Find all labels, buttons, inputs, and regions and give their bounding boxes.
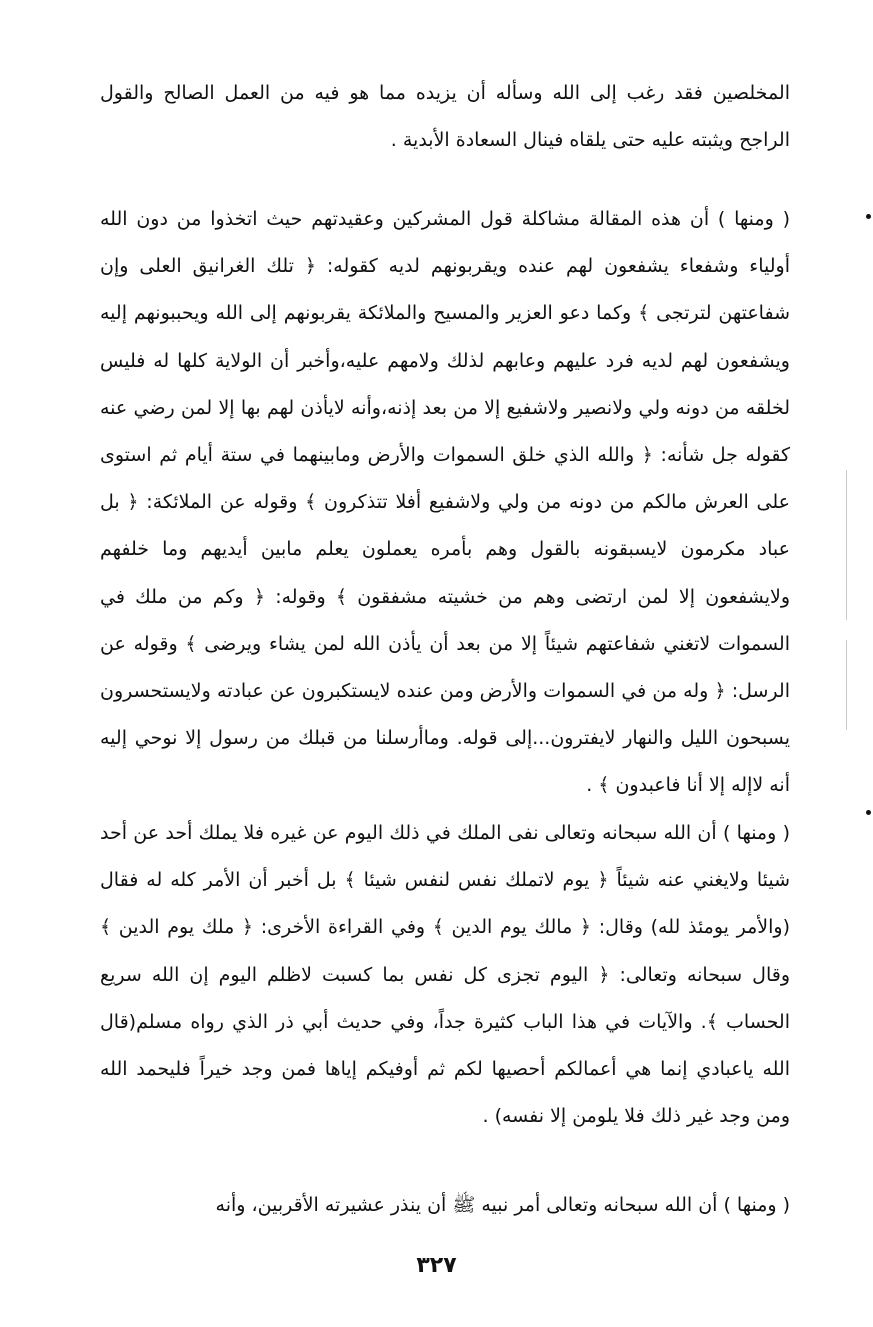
- margin-dot-mark: [866, 214, 871, 219]
- margin-dot-mark: [866, 810, 871, 815]
- paragraph-intercession: ( ومنها ) أن هذه المقالة مشاكلة قول المشركين وعقيدتهم حيث اتخذوا من دون الله أولياء وشفعاء يشفعون لهم عنده ويقربونهم لديه كقوله: ﴿ تلك الغرانيق العلى وإن شفاعتهن لترتجى ﴾ وكما دعو العزير والمسيح والملائكة يقربونهم إلى الله ويحببونهم إليه ويشفعون لهم لديه فرد عليهم وعابهم لذلك ولامهم عليه،وأخبر أن الولاية كلها له فليس لخلقه من دونه ولي ولانصير ولاشفيع إلا من بعد إذنه،وأنه لايأذن لهم بها إلا لمن رضي عنه كقوله جل شأنه: ﴿ والله الذي خلق السموات والأرض ومابينهما في ستة أيام ثم استوى على العرش مالكم من دونه من ولي ولاشفيع أفلا تتذكرون ﴾ وقوله عن الملائكة: ﴿ بل عباد مكرمون لايسبقونه بالقول وهم بأمره يعملون يعلم مابين أيديهم وما خلفهم ولايشفعون إلا لمن ارتضى وهم من خشيته مشفقون ﴾ وقوله: ﴿ وكم من ملك في السموات لاتغني شفاعتهم شيئاً إلا من بعد أن يأذن الله لمن يشاء ويرضى ﴾ وقوله عن الرسل: ﴿ وله من في السموات والأرض ومن عنده لايستكبرون عن عبادته ولايستحسرون يسبحون الليل والنهار لايفترون...إلى قوله. وماأرسلنا من قبلك من رسول إلا نوحي إليه أنه لاإله إلا أنا فاعبدون ﴾ .: [100, 208, 790, 797]
- paragraph-continuation: المخلصين فقد رغب إلى الله وسأله أن يزيده مما هو فيه من العمل الصالح والقول الراجح ويثبته عليه حتى يلقاه فينال السعادة الأبدية .: [100, 82, 790, 152]
- margin-scan-line: [846, 470, 847, 620]
- margin-scan-line: [846, 640, 847, 730]
- page-number: ٣٢٧: [416, 1253, 457, 1278]
- paragraph-kingship: ( ومنها ) أن الله سبحانه وتعالى نفى الملك في ذلك اليوم عن غيره فلا يملك أحد عن أحد شيئا ولايغني عنه شيئاً ﴿ يوم لاتملك نفس لنفس شيئا ﴾ بل أخبر أن الأمر كله له فقال (والأمر يومئذ لله) وقال: ﴿ مالك يوم الدين ﴾ وفي القراءة الأخرى: ﴿ ملك يوم الدين ﴾ وقال سبحانه وتعالى: ﴿ اليوم تجزى كل نفس بما كسبت لاظلم اليوم إن الله سريع الحساب ﴾. والآيات في هذا الباب كثيرة جداً، وفي حديث أبي ذر الذي رواه مسلم(قال الله ياعبادي إنما هي أعمالكم أحصيها لكم ثم أوفيكم إياها فمن وجد خيراً فليحمد الله ومن وجد غير ذلك فلا يلومن إلا نفسه) .: [100, 822, 790, 1128]
- paragraph-warning: ( ومنها ) أن الله سبحانه وتعالى أمر نبيه ﷺ أن ينذر عشيرته الأقربين، وأنه: [215, 1194, 790, 1216]
